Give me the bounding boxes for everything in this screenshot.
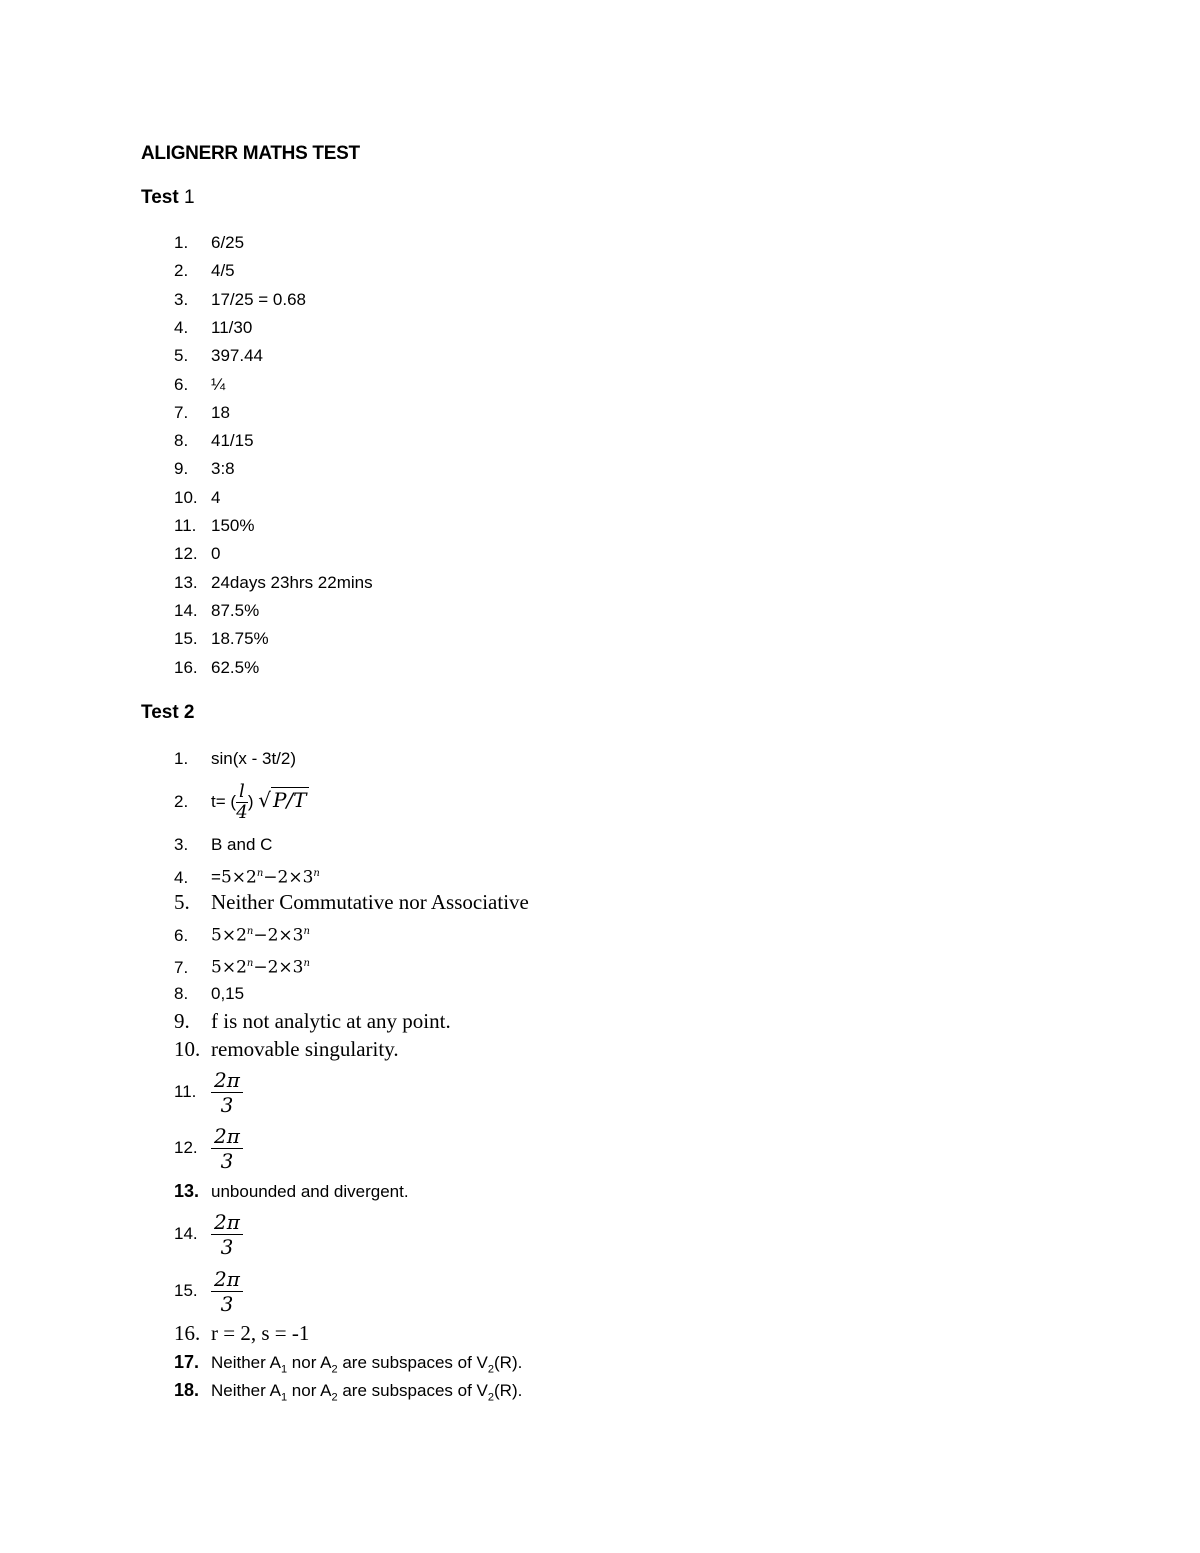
answer-text: 150% [211, 516, 255, 535]
answer-number: 1. [174, 233, 189, 252]
answer-number: 13. [174, 572, 198, 592]
test2-answer-14 [174, 1208, 243, 1260]
answer-number: 15. [174, 629, 198, 649]
fraction-numerator: 2π [211, 1068, 243, 1093]
square-root: √ P/T [258, 788, 307, 812]
math-term: 5× [220, 867, 246, 888]
test1-answer-9 [174, 458, 235, 480]
answer-number: 3. [174, 835, 189, 854]
answer-text: 62.5% [211, 657, 260, 677]
answer-text: are subspaces of V [337, 1381, 488, 1400]
test2-answer-3 [174, 834, 272, 856]
test2-answer-17 [174, 1351, 522, 1380]
answer-number: 6. [174, 925, 189, 945]
answer-text: B and C [211, 835, 273, 854]
fraction-denominator: 3 [220, 1235, 234, 1260]
answer-number: 16. [174, 1321, 201, 1345]
answer-number: 10. [174, 1037, 201, 1061]
test1-heading [141, 187, 195, 209]
answer-number: 4. [174, 317, 189, 337]
math-term: 3 [302, 867, 314, 888]
answer-text: f is not analytic at any point. [211, 1009, 451, 1033]
answer-number: 14. [174, 600, 198, 620]
math-term: 5× [211, 925, 237, 946]
fraction [211, 1210, 243, 1259]
fraction-denominator: 3 [220, 1093, 234, 1118]
answer-text: 6/25 [211, 233, 245, 252]
answer-text: 11/30 [211, 317, 253, 337]
fraction-numerator: l [236, 782, 248, 803]
math-term: 3 [292, 925, 304, 946]
fraction-numerator: 2π [211, 1210, 243, 1235]
test2-answer-7 [174, 953, 310, 979]
answer-number: 11. [174, 1082, 197, 1101]
answer-text: nor A [287, 1353, 332, 1372]
answer-text: (R). [494, 1353, 523, 1372]
answer-number: 5. [174, 346, 189, 366]
subscript: 2 [487, 1391, 494, 1404]
answer-number: 7. [174, 402, 189, 422]
test1-heading-label: Test [141, 187, 179, 208]
math-term: 3 [292, 957, 304, 978]
exponent: n [246, 926, 254, 937]
math-term: 2 [236, 925, 247, 946]
answer-number: 9. [174, 1009, 190, 1033]
answer-number: 14. [174, 1224, 198, 1243]
answer-number: 2. [174, 792, 189, 811]
answer-number: 16. [174, 657, 198, 677]
answer-text: 0,15 [211, 984, 245, 1003]
answer-number: 18. [174, 1380, 200, 1400]
test2-answer-12 [174, 1122, 243, 1174]
math-term: −2× [253, 925, 293, 946]
answer-text: r = 2, s = -1 [211, 1321, 310, 1345]
answer-text: are subspaces of V [337, 1353, 488, 1372]
answer-text: 18.75% [211, 629, 269, 649]
fraction [211, 1068, 243, 1117]
answer-number: 2. [174, 261, 189, 281]
fraction [236, 782, 248, 823]
test2-answer-15 [174, 1265, 243, 1317]
answer-number: 13. [174, 1181, 200, 1201]
test1-answer-1 [174, 232, 244, 254]
answer-number: 3. [174, 289, 189, 309]
answer-text: ¼ [211, 374, 226, 394]
test2-answer-4 [174, 863, 320, 889]
answer-number: 4. [174, 867, 189, 887]
test1-answer-10 [174, 487, 220, 509]
answer-number: 12. [174, 1138, 198, 1157]
subscript: 2 [331, 1391, 338, 1404]
answer-number: 10. [174, 487, 198, 507]
answer-text: 17/25 = 0.68 [211, 289, 307, 309]
subscript: 1 [280, 1363, 288, 1376]
math-term: 2 [236, 957, 247, 978]
test1-answer-11 [174, 515, 254, 537]
subscript: 2 [331, 1363, 338, 1376]
test1-answer-8 [174, 430, 254, 452]
answer-text: (R). [494, 1381, 523, 1400]
test1-answer-7 [174, 402, 230, 424]
fraction [211, 1124, 243, 1173]
answer-text: removable singularity. [211, 1037, 399, 1061]
answer-number: 9. [174, 459, 189, 479]
fraction-denominator: 4 [236, 802, 248, 824]
answer-text: Neither A [211, 1381, 281, 1400]
answer-text: Neither Commutative nor Associative [211, 890, 529, 914]
test2-answer-10 [174, 1038, 399, 1060]
answer-text: 3:8 [211, 459, 235, 479]
radicand: P/T [272, 788, 307, 812]
math-term: 2 [246, 867, 257, 888]
exponent: n [246, 958, 254, 969]
test1-answer-4 [174, 317, 252, 339]
test2-answer-13 [174, 1180, 409, 1203]
math-term: 5× [211, 957, 237, 978]
answer-text: sin(x - 3t/2) [211, 749, 297, 768]
test1-answer-6 [174, 374, 225, 396]
answer-number: 8. [174, 431, 189, 451]
answer-number: 7. [174, 957, 189, 977]
answer-text: 4/5 [211, 261, 235, 281]
test2-answer-5 [174, 891, 529, 913]
answer-text: 18 [211, 402, 230, 422]
answer-prefix: t= ( [211, 792, 237, 811]
exponent: n [303, 958, 310, 969]
test2-answer-8 [174, 983, 244, 1005]
fraction-denominator: 3 [220, 1149, 234, 1174]
subscript: 2 [487, 1363, 494, 1376]
answer-prefix: = [211, 867, 221, 887]
answer-paren: ) [247, 792, 254, 811]
answer-text: 0 [211, 544, 221, 564]
subscript: 1 [280, 1391, 288, 1404]
test1-answer-12 [174, 543, 220, 565]
document-title: ALIGNERR MATHS TEST [141, 143, 360, 164]
test2-answer-2 [174, 776, 309, 826]
answer-number: 11. [174, 516, 197, 535]
test2-answer-1 [174, 748, 296, 770]
answer-number: 1. [174, 749, 189, 768]
answer-number: 6. [174, 374, 189, 394]
answer-text: nor A [287, 1381, 332, 1400]
answer-text: 41/15 [211, 431, 254, 451]
exponent: n [313, 868, 320, 879]
fraction-numerator: 2π [211, 1124, 243, 1149]
answer-text: unbounded and divergent. [211, 1182, 409, 1201]
test1-answer-5 [174, 345, 263, 367]
fraction-numerator: 2π [211, 1267, 243, 1292]
exponent: n [303, 926, 310, 937]
answer-number: 15. [174, 1281, 198, 1300]
answer-number: 8. [174, 984, 189, 1003]
answer-number: 12. [174, 544, 198, 564]
test2-heading: Test 2 [141, 702, 195, 723]
test1-answer-13 [174, 572, 373, 594]
answer-text: 24days 23hrs 22mins [211, 572, 373, 592]
answer-text: 397.44 [211, 346, 263, 366]
test1-answer-3 [174, 289, 306, 311]
test2-answer-18 [174, 1379, 522, 1408]
fraction-denominator: 3 [220, 1292, 234, 1317]
answer-number: 17. [174, 1352, 200, 1372]
test2-answer-11 [174, 1066, 243, 1118]
exponent: n [256, 868, 264, 879]
answer-number: 5. [174, 890, 190, 914]
answer-text: Neither A [211, 1353, 281, 1372]
test1-answer-15 [174, 628, 269, 650]
math-term: −2× [263, 867, 303, 888]
answer-text: 87.5% [211, 600, 260, 620]
test2-answer-6 [174, 921, 310, 947]
fraction [211, 1267, 243, 1316]
test2-answer-9 [174, 1010, 451, 1032]
answer-text: 4 [211, 487, 221, 507]
test1-answer-16 [174, 657, 259, 679]
test1-answer-2 [174, 260, 235, 282]
test2-answer-16 [174, 1322, 309, 1344]
test1-answer-14 [174, 600, 259, 622]
test1-heading-number: 1 [183, 187, 195, 208]
math-term: −2× [253, 957, 293, 978]
